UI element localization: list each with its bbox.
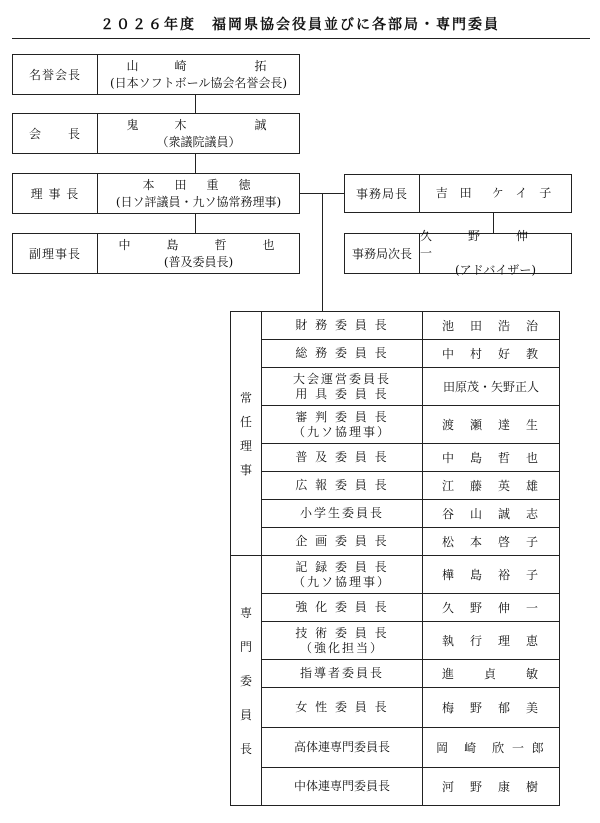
table-row bbox=[231, 688, 560, 728]
role-cell: 小学生委員長 bbox=[262, 500, 423, 528]
table-row bbox=[231, 312, 560, 340]
role-cell: 普 及 委 員 長 bbox=[262, 444, 423, 472]
person-cell: 久 野 伸 一 bbox=[423, 594, 560, 622]
person-cell: 執 行 理 恵 bbox=[423, 622, 560, 660]
person-cell: 中 村 好 教 bbox=[423, 340, 560, 368]
person-cell: 河 野 康 樹 bbox=[423, 768, 560, 806]
title-underline bbox=[12, 38, 590, 39]
connector-line bbox=[195, 94, 196, 114]
person-cell: 田原茂・矢野正人 bbox=[423, 368, 560, 406]
role-cell: 技 術 委 員 長 （強化担当） bbox=[262, 622, 423, 660]
deputy-secretary-note: (アドバイザー) bbox=[454, 263, 537, 277]
person-cell: 谷 山 誠 志 bbox=[423, 500, 560, 528]
chairman-name: 本 田 重 徳 bbox=[142, 177, 255, 192]
role-cell: 女 性 委 員 長 bbox=[262, 688, 423, 728]
table-row bbox=[231, 556, 560, 594]
role-cell: 総 務 委 員 長 bbox=[262, 340, 423, 368]
vice-chairman-label: 副理事長 bbox=[13, 234, 98, 273]
secretary-general-name: 吉 田 ケ イ 子 bbox=[435, 186, 556, 200]
vice-chairman-value bbox=[98, 234, 299, 273]
role-cell: 中体連専門委員長 bbox=[262, 768, 423, 806]
table-row bbox=[231, 594, 560, 622]
vice-chairman-note: (普及委員長) bbox=[163, 254, 234, 269]
chairman-value bbox=[98, 174, 299, 213]
table-row bbox=[231, 444, 560, 472]
person-cell: 進 貞 敏 bbox=[423, 660, 560, 688]
specialist-group-label: 専 門 委 員 長 bbox=[231, 556, 262, 806]
person-cell: 中 島 哲 也 bbox=[423, 444, 560, 472]
table-row bbox=[231, 622, 560, 660]
table-row bbox=[231, 728, 560, 768]
table-row bbox=[231, 660, 560, 688]
table-row bbox=[231, 528, 560, 556]
connector-line bbox=[322, 193, 323, 311]
connector-line bbox=[195, 153, 196, 174]
secretary-general-value bbox=[420, 175, 571, 212]
role-cell: 企 画 委 員 長 bbox=[262, 528, 423, 556]
deputy-secretary-label: 事務局次長 bbox=[345, 234, 420, 273]
president-value bbox=[98, 114, 299, 153]
president-label: 会 長 bbox=[13, 114, 98, 153]
person-cell: 岡 崎 欣 一 郎 bbox=[423, 728, 560, 768]
table-row bbox=[231, 472, 560, 500]
person-cell: 渡 瀬 達 生 bbox=[423, 406, 560, 444]
vice-chairman-box bbox=[12, 233, 300, 274]
person-cell: 松 本 啓 子 bbox=[423, 528, 560, 556]
person-cell: 池 田 浩 治 bbox=[423, 312, 560, 340]
role-cell: 高体連専門委員長 bbox=[262, 728, 423, 768]
person-cell: 梅 野 郁 美 bbox=[423, 688, 560, 728]
role-cell: 広 報 委 員 長 bbox=[262, 472, 423, 500]
deputy-secretary-box bbox=[344, 229, 572, 277]
honorary-president-value bbox=[98, 55, 299, 94]
honorary-president-name: 山 崎 拓 bbox=[126, 58, 271, 73]
table-row bbox=[231, 500, 560, 528]
honorary-president-note: (日本ソフトボール協会名誉会長) bbox=[109, 75, 288, 90]
standing-group-label: 常 任 理 事 bbox=[231, 312, 262, 556]
president-box bbox=[12, 113, 300, 154]
chairman-label: 理 事 長 bbox=[13, 174, 98, 213]
deputy-secretary-value bbox=[420, 229, 571, 277]
president-name: 鬼 木 誠 bbox=[126, 117, 271, 132]
person-cell: 江 藤 英 雄 bbox=[423, 472, 560, 500]
role-cell: 審 判 委 員 長 （九ソ協理事） bbox=[262, 406, 423, 444]
table-row bbox=[231, 768, 560, 806]
chairman-box bbox=[12, 173, 300, 214]
role-cell: 指導者委員長 bbox=[262, 660, 423, 688]
role-cell: 記 録 委 員 長 （九ソ協理事） bbox=[262, 556, 423, 594]
vice-chairman-name: 中 島 哲 也 bbox=[118, 237, 279, 252]
connector-line bbox=[195, 213, 196, 234]
secretary-general-box bbox=[344, 174, 572, 213]
president-note: （衆議院議員） bbox=[156, 134, 241, 149]
chairman-note: (日ソ評議員・九ソ協常務理事) bbox=[115, 194, 282, 209]
role-cell: 大会運営委員長 用 具 委 員 長 bbox=[262, 368, 423, 406]
table-row bbox=[231, 340, 560, 368]
committee-table bbox=[230, 311, 560, 806]
role-cell: 強 化 委 員 長 bbox=[262, 594, 423, 622]
page-title: ２０２６年度 福岡県協会役員並びに各部局・専門委員 bbox=[100, 17, 500, 33]
table-row bbox=[231, 406, 560, 444]
role-cell: 財 務 委 員 長 bbox=[262, 312, 423, 340]
person-cell: 樺 島 裕 子 bbox=[423, 556, 560, 594]
secretary-general-label: 事務局長 bbox=[345, 175, 420, 212]
table-row bbox=[231, 368, 560, 406]
deputy-secretary-name: 久 野 伸 一 bbox=[420, 229, 565, 260]
honorary-president-label: 名誉会長 bbox=[13, 55, 98, 94]
honorary-president-box bbox=[12, 54, 300, 95]
